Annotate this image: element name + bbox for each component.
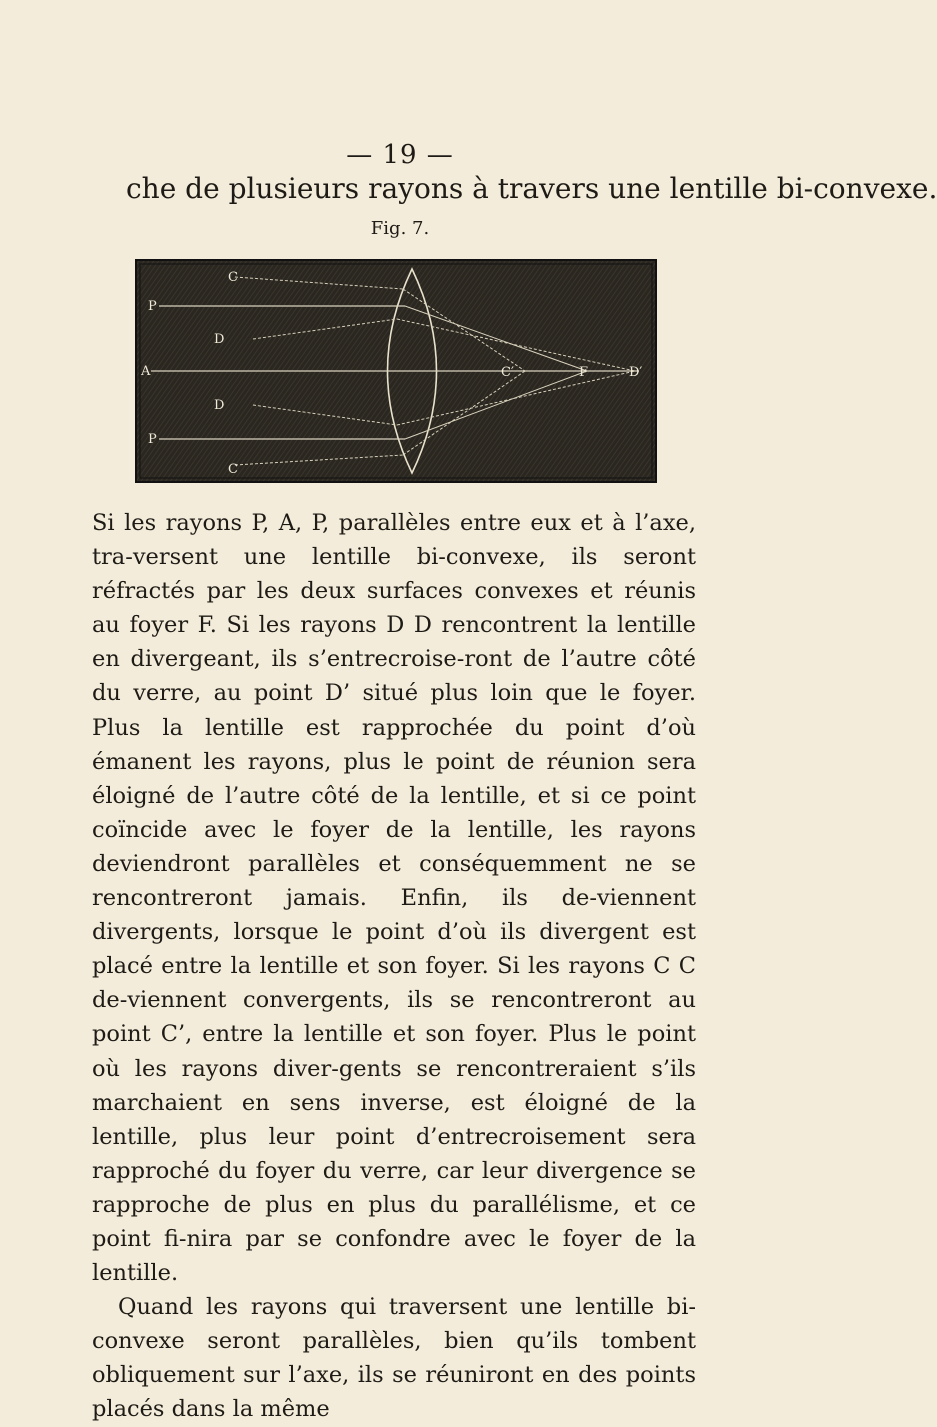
- lead-line: che de plusieurs rayons à travers une lentille bi-convexe.: [126, 172, 937, 205]
- label-d-bottom: D: [214, 398, 225, 413]
- label-c-prime: C′: [501, 365, 514, 380]
- lens-diagram: [135, 259, 657, 483]
- label-f: F: [579, 365, 589, 380]
- label-p-top: P: [148, 299, 157, 314]
- paragraph: Quand les rayons qui traversent une lentille bi-convexe seront parallèles, bien qu’ils tombent obliquement sur l’axe, ils se réuniront en des points placés dans la même: [92, 1294, 696, 1423]
- label-c-bottom: C: [228, 462, 238, 477]
- body-text: [92, 506, 696, 1427]
- label-p-bottom: P: [148, 432, 157, 447]
- lens-figure: [135, 259, 657, 483]
- label-c-top: C: [228, 270, 238, 285]
- label-d-prime: D′: [629, 365, 643, 380]
- page-number: — 19 —: [346, 140, 454, 170]
- paragraph: Si les rayons P, A, P, parallèles entre eux et à l’axe, tra-versent une lentille bi-convexe, ils seront réfractés par les deux surfaces convexes et réunis au foyer F. Si les rayons D D rencontrent la lentille en divergeant, ils s’entrecroise-ront de l’autre côté du verre, au point D’ situé plus loin que le foyer. Plus la lentille est rapprochée du point d’où émanent les rayons, plus le point de réunion sera éloigné de l’autre côté de la lentille, et si ce point coïncide avec le foyer de la lentille, les rayons deviendront parallèles et conséquemment ne se rencontreront jamais. Enfin, ils de-viennent divergents, lorsque le point d’où ils divergent est placé entre la lentille et son foyer. Si les rayons C C de-viennent convergents, ils se rencontreront au point C’, entre la lentille et son foyer. Plus le point où les rayons diver-gents se rencontreraient s’ils marchaient en sens inverse, est éloigné de la lentille, plus leur point d’entrecroisement sera rapproché du foyer du verre, car leur divergence se rapproche de plus en plus du parallélisme, et ce point fi-nira par se confondre avec le foyer de la lentille.: [92, 510, 696, 1287]
- figure-caption: Fig. 7.: [370, 218, 430, 239]
- label-a: A: [141, 364, 151, 379]
- label-d-top: D: [214, 332, 225, 347]
